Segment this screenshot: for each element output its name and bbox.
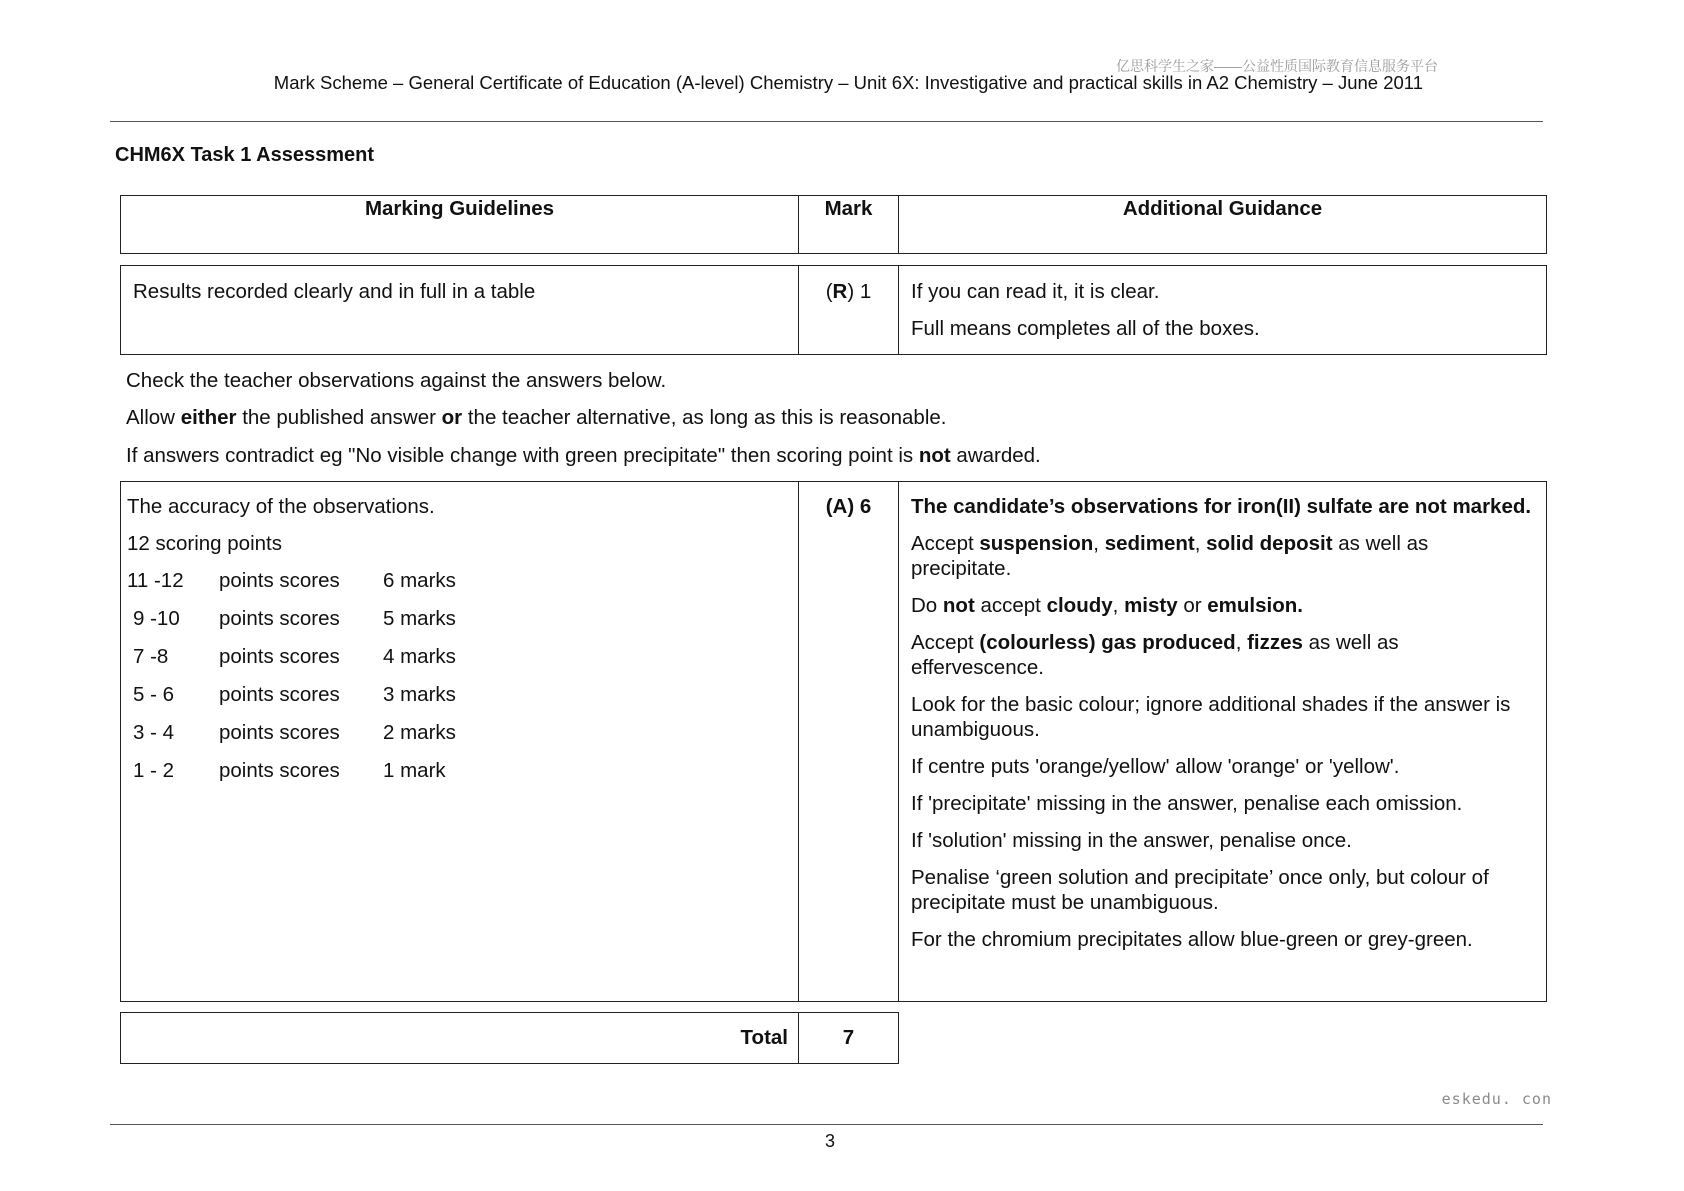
watermark-top: 亿思科学生之家——公益性质国际教育信息服务平台 xyxy=(1116,58,1438,74)
score-band xyxy=(127,644,456,682)
score-band xyxy=(127,682,456,720)
header-table xyxy=(120,195,1547,254)
guidance-do-not-accept xyxy=(911,593,1534,618)
term-misty: misty xyxy=(1124,594,1178,617)
score-label: points scores xyxy=(219,759,340,782)
note-allow-c: the published answer xyxy=(236,406,442,429)
note-allow-e: the teacher alternative, as long as this is reasonable. xyxy=(462,406,947,429)
guidance-green-solution: Penalise ‘green solution and precipitate’ once only, but colour of precipitate must be unambiguous. xyxy=(911,866,1489,914)
text: as well as precipitate. xyxy=(911,532,1429,580)
col-header-guidance: Additional Guidance xyxy=(899,196,1547,254)
score-bands xyxy=(127,568,456,796)
note-allow xyxy=(126,406,946,430)
col-header-guidelines: Marking Guidelines xyxy=(121,196,799,254)
page-number: 3 xyxy=(824,1131,835,1151)
term-emulsion: emulsion. xyxy=(1207,594,1303,617)
score-marks: 4 marks xyxy=(383,645,456,668)
text: , xyxy=(1112,594,1125,617)
term-gas-produced: (colourless) gas produced xyxy=(979,631,1236,654)
results-mark-open: ( xyxy=(825,280,833,303)
note-check: Check the teacher observations against the answers below. xyxy=(126,369,667,392)
results-guideline xyxy=(121,266,799,355)
total-table xyxy=(120,1012,899,1064)
note-allow-or: or xyxy=(441,406,463,429)
total-label: Total xyxy=(121,1013,799,1064)
term-solid-deposit: solid deposit xyxy=(1206,532,1333,555)
results-guidance xyxy=(899,266,1547,355)
total-value: 7 xyxy=(799,1013,899,1064)
text: , xyxy=(1194,532,1207,555)
note-allow-a: Allow xyxy=(126,406,181,429)
score-marks: 1 mark xyxy=(383,759,446,782)
text: or xyxy=(1177,594,1208,617)
footer-rule xyxy=(110,1124,1543,1125)
results-guidance-1: If you can read it, it is clear. xyxy=(911,280,1160,303)
accuracy-guidance xyxy=(899,482,1547,1002)
term-fizzes: fizzes xyxy=(1247,631,1303,654)
score-range: 11 -12 xyxy=(127,569,184,592)
results-guideline-text: Results recorded clearly and in full in a table xyxy=(133,280,536,303)
results-mark-code: R xyxy=(832,280,848,303)
score-label: points scores xyxy=(219,683,340,706)
accuracy-table xyxy=(120,481,1547,1002)
score-label: points scores xyxy=(219,645,340,668)
guidance-basic-colour: Look for the basic colour; ignore additional shades if the answer is unambiguous. xyxy=(911,693,1511,741)
score-marks: 2 marks xyxy=(383,721,456,744)
score-label: points scores xyxy=(219,607,340,630)
note-contradict-c: awarded. xyxy=(950,444,1041,467)
score-marks: 3 marks xyxy=(383,683,456,706)
text: Accept xyxy=(911,631,980,654)
text: Accept xyxy=(911,532,980,555)
results-guidance-2: Full means completes all of the boxes. xyxy=(911,317,1260,340)
col-header-mark: Mark xyxy=(799,196,899,254)
text: accept xyxy=(974,594,1047,617)
accuracy-guideline xyxy=(121,482,799,1002)
accuracy-line-2: 12 scoring points xyxy=(127,532,282,555)
accuracy-mark-value: (A) 6 xyxy=(825,495,872,518)
results-mark xyxy=(799,266,899,355)
note-contradict xyxy=(126,444,1041,468)
score-band xyxy=(127,758,456,796)
score-label: points scores xyxy=(219,721,340,744)
guidance-not-marked: The candidate’s observations for iron(II) sulfate are not marked. xyxy=(911,495,1532,518)
score-band xyxy=(127,720,456,758)
guidance-chromium: For the chromium precipitates allow blue-green or grey-green. xyxy=(911,928,1473,951)
results-table xyxy=(120,265,1547,355)
guidance-accept-gas xyxy=(911,630,1534,680)
guidance-solution-missing: If 'solution' missing in the answer, penalise once. xyxy=(911,829,1352,852)
note-allow-either: either xyxy=(180,406,237,429)
score-band xyxy=(127,568,456,606)
term-sediment: sediment xyxy=(1104,532,1195,555)
score-marks: 6 marks xyxy=(383,569,456,592)
guidance-orange-yellow: If centre puts 'orange/yellow' allow 'orange' or 'yellow'. xyxy=(911,755,1400,778)
text: , xyxy=(1235,631,1248,654)
note-contradict-a: If answers contradict eg "No visible change with green precipitate" then scoring point is xyxy=(126,444,919,467)
section-title: CHM6X Task 1 Assessment xyxy=(115,144,375,166)
score-range: 7 -8 xyxy=(133,645,169,668)
accuracy-line-1: The accuracy of the observations. xyxy=(127,495,435,518)
results-mark-rest: ) 1 xyxy=(847,280,872,303)
score-band xyxy=(127,606,456,644)
header-rule xyxy=(110,121,1543,122)
watermark-bottom: eskedu. con xyxy=(1441,1090,1552,1108)
score-range: 5 - 6 xyxy=(133,683,175,706)
score-label: points scores xyxy=(219,569,340,592)
text: as well as effervescence. xyxy=(911,631,1399,679)
score-marks: 5 marks xyxy=(383,607,456,630)
score-range: 3 - 4 xyxy=(133,721,175,744)
accuracy-mark xyxy=(799,482,899,1002)
guidance-accept-suspension xyxy=(911,531,1534,581)
page-header: Mark Scheme – General Certificate of Education (A-level) Chemistry – Unit 6X: Investigative and practical skills in A2 Chemistry – June 2011 xyxy=(273,72,1423,93)
guidance-precipitate-missing: If 'precipitate' missing in the answer, penalise each omission. xyxy=(911,792,1463,815)
score-range: 9 -10 xyxy=(133,607,180,630)
term-suspension: suspension xyxy=(979,532,1094,555)
text: Do xyxy=(911,594,943,617)
text: , xyxy=(1093,532,1105,555)
score-range: 1 - 2 xyxy=(133,759,175,782)
term-cloudy: cloudy xyxy=(1046,594,1113,617)
term-not: not xyxy=(942,594,975,617)
note-contradict-not: not xyxy=(918,444,951,467)
